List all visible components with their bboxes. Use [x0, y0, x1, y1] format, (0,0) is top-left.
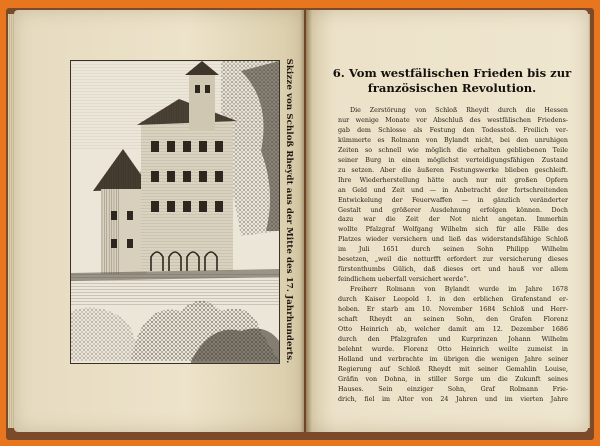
- text-line: Holland und verbrachte im übrigen die wenigen Jahre seiner: [338, 355, 568, 363]
- text-line: seiner Burg in einen möglichst verteidigungsfähigen Zustand: [338, 156, 568, 164]
- text-line: durch Kaiser Leopold I. in den erblichen Grafenstand er-: [338, 296, 568, 304]
- text-line: belehnt wurde. Florenz Otto Heinrich weilte zumeist in: [338, 345, 568, 353]
- castle-engraving-illustration: [70, 60, 280, 364]
- text-line: besetzen, „weil die notturfft erfordert zur versicherung dieses: [338, 256, 568, 264]
- text-line: an Geld und Zeit und — in Anbetracht der fortschreitenden: [338, 186, 568, 194]
- book-gutter: [300, 10, 312, 432]
- text-line: Ihre Wiederherstellung hätte auch nur mit großen Opfern: [338, 176, 568, 184]
- chapter-title-line-2: französischen Revolution.: [367, 81, 537, 95]
- text-line: Zeiten so schnell wie möglich die erhalten gebliebenen Teile: [338, 146, 568, 154]
- text-line: hoben. Er starb am 10. November 1684 Schloß und Herr-: [338, 306, 568, 314]
- text-line: feindlichem ueberfall versichert werde“.: [338, 276, 469, 284]
- text-line: zu setzen. Aber die äußeren Festungswerke blieben geschleift.: [338, 166, 568, 174]
- text-line: Platzes wieder versichern und ließ das widerstandsfähige Schloß: [338, 236, 568, 244]
- text-line: dazu war die Zeit der Not nicht angetan. Immerhin: [338, 216, 568, 224]
- text-line: Regierung auf Schloß Rheydt mit seiner Gemahlin Louise,: [338, 365, 568, 373]
- text-line: drich, fiel im Alter von 24 Jahren und im vierten Jahre: [338, 395, 568, 403]
- text-line: Freiherr Rolmann von Bylandt wurde im Jahre 1678: [350, 286, 568, 294]
- text-line: kümmerte es Rolmann von Bylandt nicht, bei den unruhigen: [338, 136, 568, 144]
- illustration-caption: [282, 60, 296, 362]
- open-book: [6, 6, 594, 440]
- text-line: nur wenige Monate vor Abschluß des westfälischen Friedens-: [338, 116, 568, 124]
- chapter-title-line-1: 6. Vom westfälischen Frieden bis zur: [332, 66, 572, 80]
- text-line: Die Zerstörung von Schloß Rheydt durch die Hessen: [350, 107, 568, 114]
- text-line: Hauses. Sein einziger Sohn, Graf Rolmann Frie-: [338, 385, 568, 393]
- text-line: Gestalt und größerer Ausdehnung erfolgen können. Doch: [338, 206, 568, 214]
- text-line: Otto Heinrich ab, welcher damit am 12. Dezember 1686: [338, 325, 568, 333]
- text-line: gab dem Schlosse als Festung den Todesstoß. Freilich ver-: [338, 126, 568, 134]
- text-line: wollte Pfalzgraf Wolfgang Wilhelm sich für alle Fälle des: [338, 226, 568, 234]
- text-line: im Juli 1651 durch seinen Sohn Philipp Wilhelm: [338, 246, 568, 254]
- text-line: fürstenthumbs Gülich, daß dieses ort und hauß vor allem: [338, 266, 568, 274]
- text-line: durch den Pfalzgrafen und Kurprinzen Johann Wilhelm: [338, 335, 568, 343]
- castle-engraving-icon: [71, 61, 279, 363]
- illustration-caption-text: Skizze von Schloß Rheydt aus der Mitte des 17. Jahrhunderts.: [284, 58, 294, 364]
- text-line: Gräfin von Dohna, in stiller Sorge um die Zukunft seines: [338, 375, 568, 383]
- text-line: schaft Rheydt an seinen Sohn, den Grafen Florenz: [338, 316, 568, 324]
- text-line: Entwickelung der Feuerwaffen — in gänzlich veränderter: [338, 196, 568, 204]
- chapter-body-text: [338, 106, 568, 405]
- chapter-title: [324, 66, 580, 96]
